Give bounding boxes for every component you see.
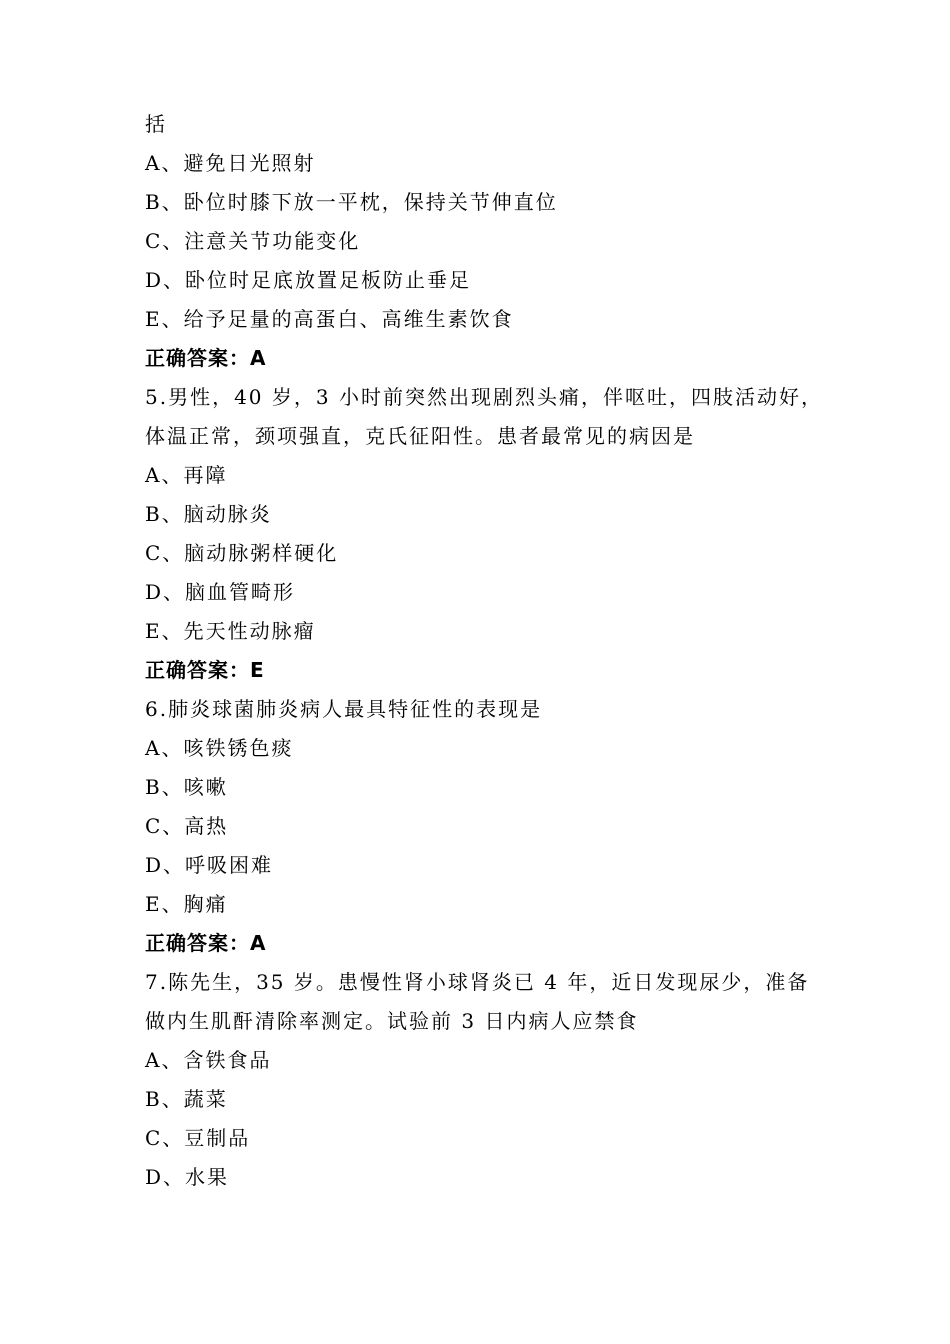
question-text: 6.肺炎球菌肺炎病人最具特征性的表现是 [145, 697, 543, 721]
answer-option: C、注意关节功能变化 [145, 229, 361, 253]
answer-option: E、给予足量的高蛋白、高维生素饮食 [145, 307, 514, 331]
document-page [145, 105, 845, 1197]
answer-option: D、脑血管畸形 [145, 580, 296, 604]
text-line: 括 [145, 112, 167, 136]
answer-option: B、卧位时膝下放一平枕，保持关节伸直位 [145, 190, 558, 214]
question-text: 体温正常，颈项强直，克氏征阳性。患者最常见的病因是 [145, 424, 695, 448]
correct-answer: 正确答案：E [145, 658, 265, 682]
correct-answer: 正确答案：A [145, 346, 267, 370]
answer-option: A、含铁食品 [145, 1048, 272, 1072]
answer-option: B、蔬菜 [145, 1087, 228, 1111]
answer-option: C、豆制品 [145, 1126, 251, 1150]
answer-option: B、脑动脉炎 [145, 502, 272, 526]
answer-option: A、避免日光照射 [145, 151, 316, 175]
answer-option: C、脑动脉粥样硬化 [145, 541, 339, 565]
question-text: 7.陈先生，35 岁。患慢性肾小球肾炎已 4 年，近日发现尿少，准备 [145, 970, 810, 994]
answer-option: B、咳嗽 [145, 775, 228, 799]
answer-option: D、卧位时足底放置足板防止垂足 [145, 268, 472, 292]
question-text: 做内生肌酐清除率测定。试验前 3 日内病人应禁食 [145, 1009, 639, 1033]
answer-option: D、呼吸困难 [145, 853, 274, 877]
answer-option: A、咳铁锈色痰 [145, 736, 294, 760]
question-text: 5.男性，40 岁，3 小时前突然出现剧烈头痛，伴呕吐，四肢活动好， [145, 385, 823, 409]
correct-answer: 正确答案：A [145, 931, 267, 955]
answer-option: E、胸痛 [145, 892, 228, 916]
answer-option: C、高热 [145, 814, 229, 838]
answer-option: E、先天性动脉瘤 [145, 619, 316, 643]
answer-option: D、水果 [145, 1165, 230, 1189]
answer-option: A、再障 [145, 463, 228, 487]
